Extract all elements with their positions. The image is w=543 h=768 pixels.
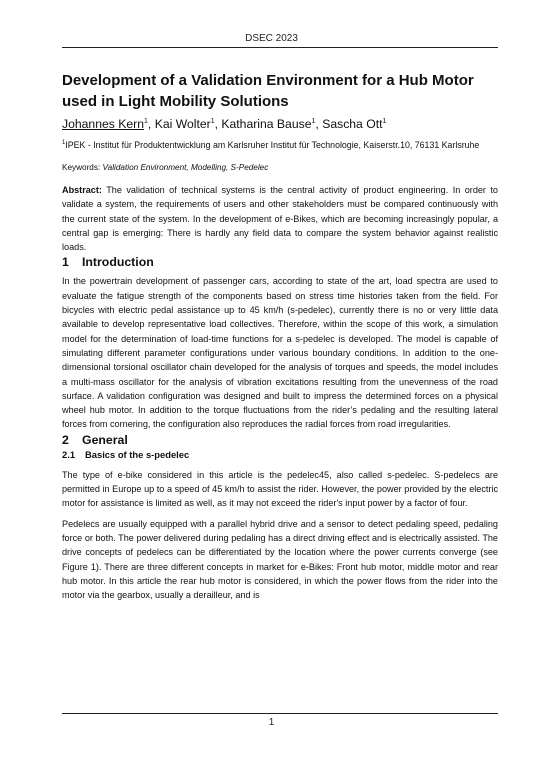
keywords-label: Keywords: xyxy=(62,163,101,172)
author-affiliation-marker: 1 xyxy=(311,117,316,125)
subsection-number: 2.1 xyxy=(62,448,76,460)
basics-paragraph-1: The type of e-bike considered in this article is the pedelec45, also called s-pedelec. S-pedelecs are permitted in Europe up to a speed of 45 km/h to assist the rider. However, the power provided by the electric motor for assistance is limited as well, as it may not exceed the rider's input power by a factor of four. xyxy=(62,469,498,509)
subsection-title: Basics of the s-pedelec xyxy=(85,448,190,460)
section-heading-general xyxy=(62,432,498,448)
abstract-label: Abstract: xyxy=(62,185,102,195)
section-number: 2 xyxy=(62,432,69,447)
affiliation xyxy=(62,138,498,152)
section-number: 1 xyxy=(62,255,69,270)
section-title: General xyxy=(82,432,128,447)
author-name: Sascha Ott xyxy=(322,117,383,131)
abstract-text: The validation of technical systems is the central activity of product engineering. In order to validate a system, the requirements of users and other stakeholders must be compared continuously with the current state of the system. In the development of e-Bikes, which are becoming increasingly popular, a central gap is emerging: There is hardly any field data to compare the system behavior against realistic loads. xyxy=(62,185,498,253)
footer-rule xyxy=(62,713,498,714)
paper-title: Development of a Validation Environment for a Hub Motor used in Light Mobility Solutions xyxy=(62,72,474,110)
page-number: 1 xyxy=(268,717,275,728)
author-name: Kai Wolter xyxy=(154,117,211,131)
running-head: DSEC 2023 xyxy=(245,33,298,44)
section-heading-introduction xyxy=(62,254,498,270)
introduction-paragraph: In the powertrain development of passenger cars, according to state of the art, load spectra are used to evaluate the fatigue strength of the components based on stress time histories taken from the field. For bicycles with electric pedal assistance up to 45 km/h (s-pedelec), currently there is no or very little data available to develop representative load collectives. Therefore, within the scope of this work, a simulation model for the determination of load-time functions for a s-pedelec is developed. The model is capable of simulating different parameter configurations under various boundary conditions. In addition to the one-dimensional torsional oscillator chain developed for the analysis of torques and speeds, the model includes a multi-mass oscillator for the analysis of vibration excitations resulting from the unevenness of the road surface. A validation configuration was designed and built to impress the determined forces on a physical wheel hub motor. In addition to the torque fluctuations from the rider’s pedaling and the resulting lateral forces from cornering, the configuration also reproduces the radial forces from road irregularities. xyxy=(62,276,498,430)
author-list: Johannes Kern$^1$, Kai Wolter$^1$, Katharina Bause$^1$, Sascha Ott$^1$ xyxy=(62,117,387,131)
page-content xyxy=(62,70,498,602)
keywords-values: Validation Environment, Modelling, S-Pedelec xyxy=(102,163,269,172)
header-rule xyxy=(62,47,498,48)
author-affiliation-marker: 1 xyxy=(144,117,148,125)
author-name: Katharina Bause xyxy=(221,117,312,131)
affiliation-marker: 1 xyxy=(62,140,66,147)
abstract xyxy=(62,183,498,254)
section-title: Introduction xyxy=(82,255,154,270)
author-affiliation-marker: 1 xyxy=(382,117,387,125)
subsection-heading-basics xyxy=(62,448,498,462)
affiliation-text: IPEK - Institut für Produktentwicklung am Karlsruher Institut für Technologie, Kaiserstr.10, 76131 Karlsruhe xyxy=(65,140,480,150)
author-name: Johannes Kern xyxy=(62,117,144,131)
author-affiliation-marker: 1 xyxy=(210,117,215,125)
basics-paragraph-2: Pedelecs are usually equipped with a parallel hybrid drive and a sensor to detect pedaling speed, pedaling force or both. The power delivered during pedaling has a direct driving effect and is electrically assisted. The drive concepts of pedelecs can be differentiated by the location where the power currents converge (see Figure 1). There are three different concepts in market for e-Bikes: Front hub motor, middle motor and rear hub motor. In this article the rear hub motor is considered, in which the power flows from the rider into the motor via the gearbox, usually a derailleur, and is xyxy=(62,518,498,601)
keywords xyxy=(62,162,498,174)
